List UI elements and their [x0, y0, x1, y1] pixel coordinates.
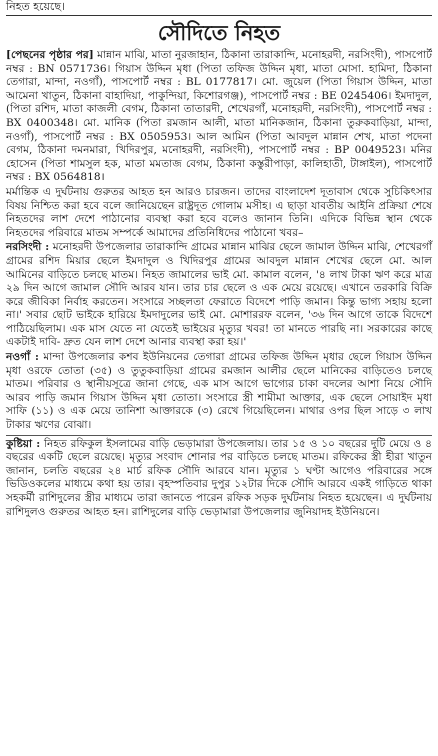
- location-label-kushtia: কুষ্টিয়া :: [6, 437, 41, 450]
- paragraph-naogaon: [6, 351, 432, 433]
- previous-article-tail: নিহত হয়েছে।: [6, 0, 65, 13]
- paragraph-passport-list: [6, 49, 432, 185]
- continued-from-label: [পেছনের পৃষ্ঠার পর]: [6, 49, 94, 61]
- paragraph-narsingdi: [6, 241, 432, 350]
- section-divider: [6, 435, 432, 436]
- article-body: [6, 49, 432, 519]
- paragraph-kushtia: [6, 438, 432, 520]
- paragraph-injured: মর্মান্তিক এ দুর্ঘটনায় গুরুতর আহত হন আরও চারজন। তাদের বাংলাদেশ দূতাবাস থেকে সুচিকিৎসার বিষয় নিশ্চিত করা হবে বলে জানিয়েছেন রাষ্ট্রদূত গোলাম মসীহ। এ ছাড়া যাবতীয় আইনি প্রক্রিয়া শেষে নিহতদের লাশ দেশে পাঠানোর ব্যবস্থা করা হবে বলেও জানান তিনি। এদিকে বিভিন্ন স্থান থেকে নিহতদের পরিবারে মাতম সম্পর্কে আমাদের প্রতিনিধিদের পাঠানো খবর–: [6, 185, 432, 239]
- headline: সৌদিতে নিহত: [157, 20, 281, 45]
- location-label-narsingdi: নরসিংদী :: [6, 241, 50, 254]
- paragraph-text: মনোহরদী উপজেলার তারাকান্দি গ্রামের মান্নান মাঝির ছেলে জামাল উদ্দিন মাঝি, শেখেরগাঁ গ্রামের রশিদ মিয়ার ছেলে ইমদাদুল ও খিদিরপুর গ্রামের আবদুল মান্নান শেখের ছেলে মো. আল আমিনের বাড়িতে চলছে মাতম। নিহত জামালের ভাই মো. কামাল বলেন, '৪ লাখ টাকা ঋণ করে মাত্র ২৯ দিন আগে জামাল সৌদি আরব যান। তার চার ছেলে ও এক মেয়ে রয়েছে। এখানে তরকারি বিক্রি করে জীবিকা নির্বাহ করতেন। সংসারে সচ্ছলতা ফেরাতে বিদেশে পাড়ি জমান। কিন্তু ভাগ্য সহায় হলো না।' সবার ছোট ভাইকে হারিয়ে ইমদাদুলের ভাই মো. মোশাররফ বলেন, '৩৬ দিন আগে তাকে বিদেশে পাঠিয়েছিলাম। এক মাস যেতে না যেতেই ভাইয়ের মৃত্যুর খবর! তা মানতে পারছি না। সরকারের কাছে একটাই দাবি- দ্রুত যেন লাশ দেশে আনার ব্যবস্থা করা হয়।': [6, 241, 432, 349]
- paragraph-text: মান্নান মাঝি, মাতা নুরজাহান, ঠিকানা তারাকান্দি, মনোহরদী, নরসিংদী), পাসপোর্ট নম্বর : BN 0571736। গিয়াস উদ্দিন মৃধা (পিতা তফিজ উদ্দিন মৃধা, মাতা মোসা. হামিদা, ঠিকানা তেগারা, মান্দা, নওগাঁ), পাসপোর্ট নম্বর : BL 0177817। মো. জুয়েল (পিতা গিয়াস উদ্দিন, মাতা আমেনা খাতুন, ঠিকানা বাহাদিয়া, পাকুন্দিয়া, কিশোরগঞ্জ), পাসপোর্ট নম্বর : BE 0245406। ইমদাদুল, (পিতা রশিদ, মাতা কাজলী বেগম, ঠিকানা তাতারদী, শেখেরগাঁ, মনোহরদী, নরসিংদী), পাসপোর্ট নম্বর : BX 0400348। মো. মানিক (পিতা রমজান আলী, মাতা মানিকজান, ঠিকানা তুরুকবাড়িয়া, মান্দা, নওগাঁ), পাসপোর্ট নম্বর : BX 0505953। আল আমিন (পিতা আবদুল মান্নান শেখ, মাতা পদেনা বেগম, ঠিকানা দমনমারা, খিদিরপুর, মনোহরদী, নরসিংদী), পাসপোর্ট নম্বর : BP 0049523। মনির হোসেন (পিতা শামসুল হক, মাতা মমতাজ বেগম, ঠিকানা কস্তুরীপাড়া, কালিহাতী, টাঙ্গাইল), পাসপোর্ট নম্বর : BX 0564818।: [6, 49, 432, 184]
- location-label-naogaon: নওগাঁ :: [6, 351, 39, 364]
- top-divider: [6, 15, 432, 16]
- paragraph-text: মান্দা উপজেলার কশব ইউনিয়নের তেগারা গ্রামের তফিজ উদ্দিন মৃধার ছেলে গিয়াস উদ্দিন মৃধা ওরফে তোতা (৩৫) ও তুতুকবাড়িয়া গ্রামের রমজান আলীর ছেলে মানিকের বাড়িতেও চলছে মাতম। পরিবার ও স্থানীয়সূত্রে জানা গেছে, এক মাস আগে ভাগ্যের চাকা বদলের আশা নিয়ে সৌদি আরব পাড়ি জমান গিয়াস উদ্দিন মৃধা তোতা। সংসারে স্ত্রী শামীমা আক্তার, এক ছেলে সোয়াইদ মৃধা সাফি (১১) ও এক মেয়ে তানিশা আক্তারকে (৩) রেখে গিয়েছিলেন। মাথার ওপর ছিল সাড়ে ৩ লাখ টাকার ঋণের বোঝা।: [6, 351, 432, 432]
- paragraph-text: নিহত রফিকুল ইসলামের বাড়ি ভেড়ামারা উপজেলায়। তার ১৫ ও ১০ বছরের দুটি মেয়ে ও ৪ বছরের একটি ছেলে রয়েছে। মৃত্যুর সংবাদ শোনার পর বাড়িতে চলছে মাতম। রফিকের স্ত্রী হীরা খাতুন জানান, চলতি বছরের ২৪ মার্চ রফিক সৌদি আরবে যান। মৃত্যুর ১ ঘণ্টা আগেও পরিবারের সঙ্গে ভিডিওকলের মাধ্যমে কথা হয় তার। বৃহস্পতিবার দুপুর ১২টার দিকে সৌদি আরবে একই গাড়িতে থাকা সহকর্মী রাশিদুলের স্ত্রীর মাধ্যমে তারা জানতে পারেন রফিক সড়ক দুর্ঘটনায় নিহত হয়েছেন। এ দুর্ঘটনায় রাশিদুলও গুরুতর আহত হন। রাশিদুলের বাড়ি ভেড়ামারা উপজেলার জুনিয়াদহ ইউনিয়নে।: [6, 437, 432, 518]
